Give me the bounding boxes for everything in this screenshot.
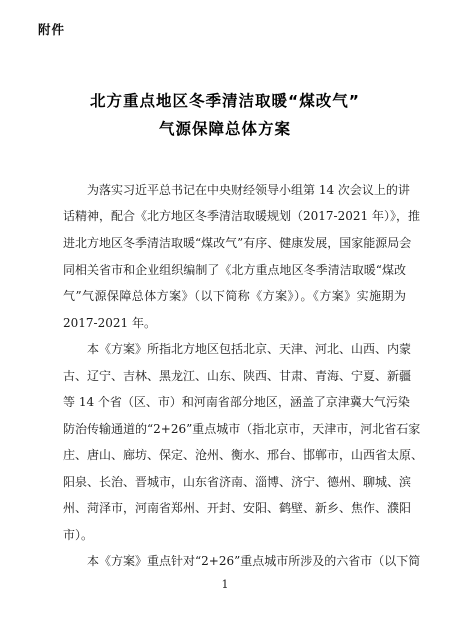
paragraph-3-line: 本《方案》重点针对“2+26”重点城市所涉及的六省市（以下简 [87, 554, 421, 568]
paragraph-2-line: 庄、唐山、廊坊、保定、沧州、衡水、邢台、邯郸市，山西省太原、 [63, 448, 424, 462]
paragraph-2-line: 本《方案》所指北方地区包括北京、天津、河北、山西、内蒙 [87, 342, 412, 356]
paragraph-1-line: 进北方地区冬季清洁取暖“煤改气”有序、健康发展，国家能源局会 [63, 236, 412, 250]
page-number: 1 [221, 578, 229, 591]
paragraph-1-line: 气”气源保障总体方案》（以下简称《方案》）。《方案》实施期为 [63, 289, 406, 303]
paragraph-2-line: 等 14 个省（区、市）和河南省部分地区，涵盖了京津冀大气污染 [63, 395, 410, 409]
paragraph-2-line: 市）。 [63, 528, 94, 542]
paragraph-2-line: 古、辽宁、吉林、黑龙江、山东、陕西、甘肃、青海、宁夏、新疆 [63, 369, 412, 383]
paragraph-2-line: 阳泉、长治、晋城市，山东省济南、淄博、济宁、德州、聊城、滨 [63, 475, 412, 489]
document-title-line-1: 北方重点地区冬季清洁取暖“煤改气” [90, 92, 360, 110]
paragraph-1-line: 2017-2021 年。 [63, 316, 156, 330]
document-title-line-2: 气源保障总体方案 [158, 120, 291, 138]
paragraph-1-line: 为落实习近平总书记在中央财经领导小组第 14 次会议上的讲 [87, 183, 410, 197]
paragraph-2-line: 州、菏泽市，河南省郑州、开封、安阳、鹤壁、新乡、焦作、濮阳 [63, 501, 412, 515]
paragraph-2-line: 防治传输通道的“2+26”重点城市（指北京市，天津市，河北省石家 [63, 422, 421, 436]
paragraph-1-line: 话精神，配合《北方地区冬季清洁取暖规划（2017-2021 年）》，推 [63, 209, 420, 223]
paragraph-1-line: 同相关省市和企业组织编制了《北方重点地区冬季清洁取暖“煤改 [63, 263, 406, 277]
attachment-label: 附件 [38, 22, 66, 37]
